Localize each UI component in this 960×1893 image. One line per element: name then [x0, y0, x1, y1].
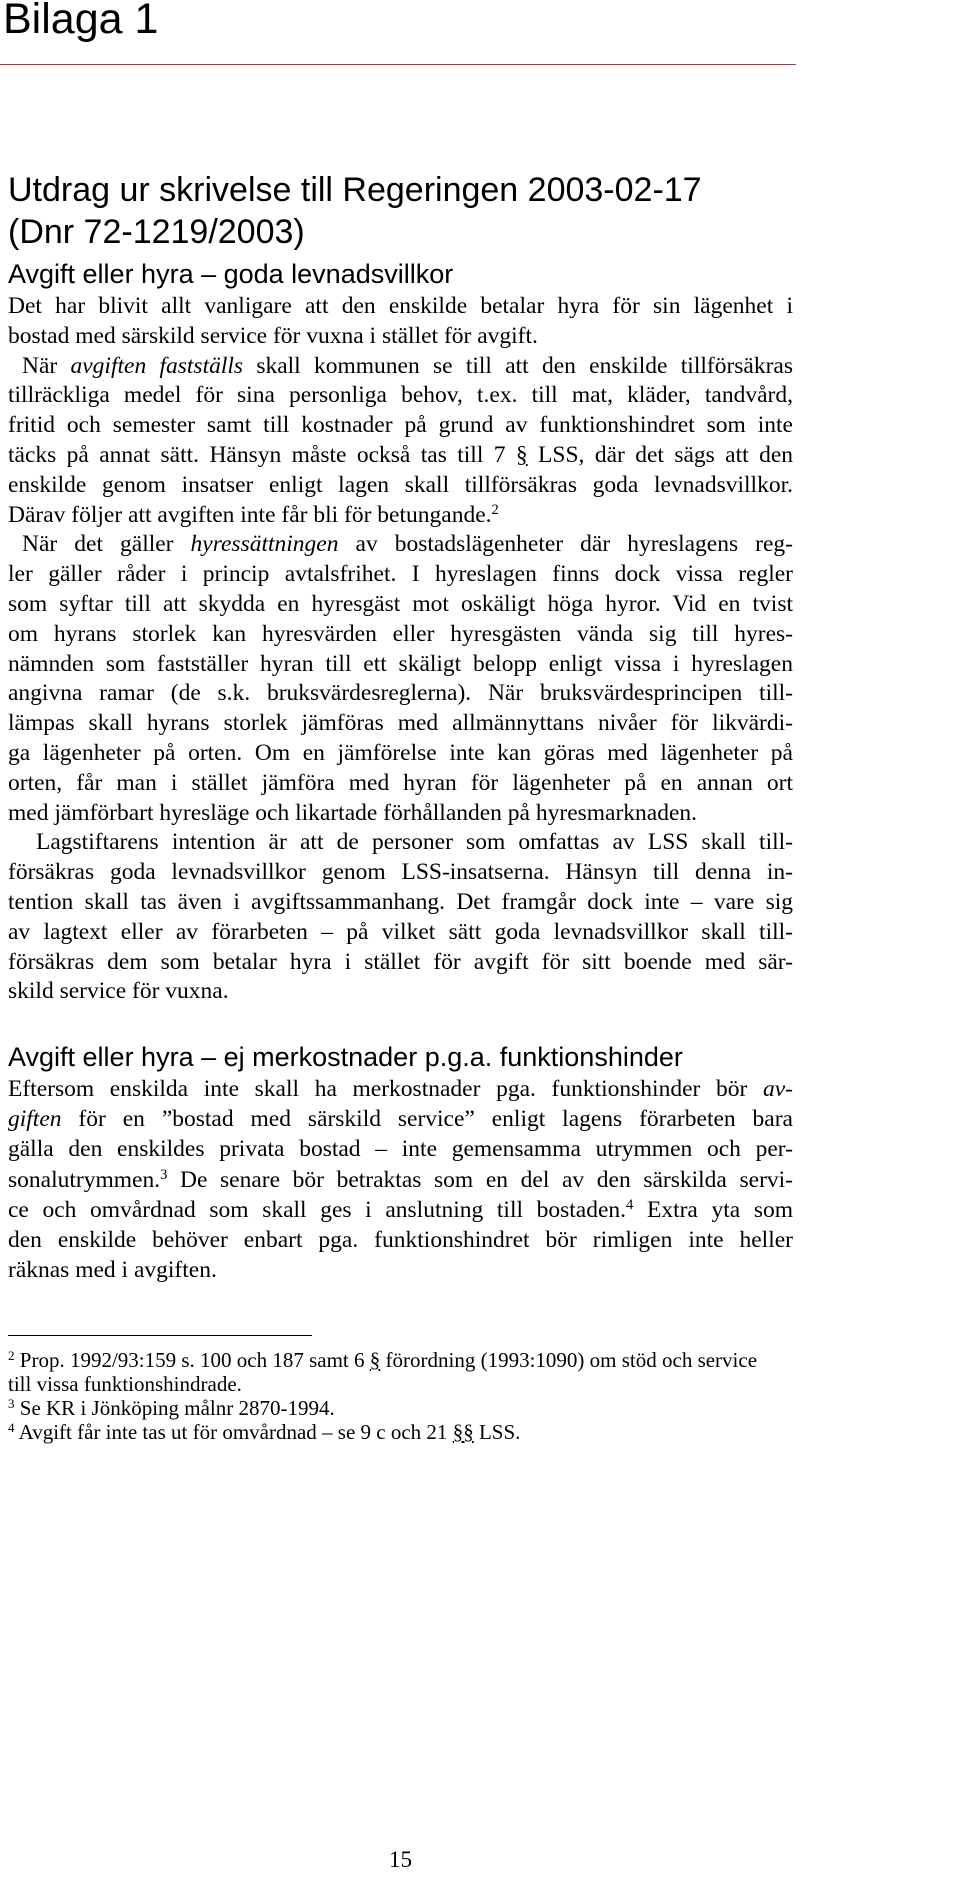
body-text-line	[8, 1104, 793, 1134]
text-span: för en ”bostad med särskild service” enligt lagens förarbeten bara	[61, 1106, 793, 1133]
section1-paragraph-3	[8, 530, 793, 828]
body-text-line	[8, 799, 793, 829]
text-span: Avgift får inte tas ut för omvårdnad – se 9 c och 21	[14, 1420, 453, 1444]
text-span: gälla den enskildes privata bostad – inte gemensamma utrymmen och per-	[8, 1136, 793, 1163]
body-text-line	[8, 858, 793, 888]
text-span: Se KR i Jönköping målnr 2870-1994.	[14, 1396, 335, 1420]
body-text-line	[8, 679, 793, 709]
footnote-marker: 3	[160, 1166, 168, 1183]
body-text-line	[8, 471, 793, 501]
text-span: förordning (1993:1090) om stöd och service	[380, 1348, 758, 1372]
body-text-line	[8, 977, 793, 1007]
text-span: enskilde genom insatser enligt lagen skall tillförsäkras goda levnadsvillkor.	[8, 471, 793, 498]
body-text-line	[8, 411, 793, 441]
footnote-line	[8, 1396, 793, 1420]
text-span: ce och omvårdnad som skall ges i anslutning till bostaden.	[8, 1196, 627, 1223]
italic-text: avgiften fastställs	[70, 352, 244, 379]
text-span: Extra yta som	[633, 1196, 793, 1223]
body-text-line	[8, 769, 793, 799]
text-span: försäkras dem som betalar hyra i stället för avgift för sitt boende med sär-	[8, 948, 793, 975]
text-span: bostad med särskild service för vuxna i stället för avgift.	[8, 322, 538, 349]
section1-paragraph-1	[8, 292, 793, 352]
text-span: tillräckliga medel för sina personliga behov, t.ex. till mat, kläder, tandvård,	[8, 382, 793, 409]
footnote-marker: 4	[626, 1196, 634, 1213]
section1-paragraph-4	[8, 828, 793, 1007]
body-text-line	[8, 1225, 793, 1255]
text-span: LSS, där det sägs att den	[527, 441, 793, 468]
text-span: fritid och semester samt till kostnader på grund av funktionshindret som inte	[8, 412, 793, 439]
body-text-line	[8, 620, 793, 650]
body-text-line	[8, 1074, 793, 1104]
body-text-line	[8, 590, 793, 620]
section2-paragraph-1	[8, 1074, 793, 1285]
text-span: Därav följer att avgiften inte får bli för betungande.	[8, 501, 492, 528]
text-span: tention skall tas även i avgiftssammanhang. Det framgår dock inte – vare sig	[8, 888, 793, 915]
body-text-line	[8, 709, 793, 739]
body-text-line	[8, 501, 793, 531]
text-span: av lagtext eller av förarbeten – på vilket sätt goda levnadsvillkor skall till-	[8, 918, 793, 945]
text-span: av bostadslägenheter där hyreslagens reg-	[338, 531, 793, 558]
main-heading-line-1: Utdrag ur skrivelse till Regeringen 2003-02-17	[8, 171, 702, 209]
text-span: Prop. 1992/93:159 s. 100 och 187 samt 6	[14, 1348, 370, 1372]
section1-subheading: Avgift eller hyra – goda levnadsvillkor	[8, 259, 454, 289]
body-text-line	[8, 530, 793, 560]
italic-text: giften	[8, 1106, 62, 1133]
body-text-line	[8, 352, 793, 382]
main-heading	[8, 169, 702, 253]
appendix-title: Bilaga 1	[3, 0, 159, 43]
body-text-line	[8, 1195, 793, 1225]
section2-subheading: Avgift eller hyra – ej merkostnader p.g.a. funktionshinder	[8, 1042, 683, 1072]
footnote-marker: 3	[8, 1395, 15, 1411]
text-span: Det har blivit allt vanligare att den enskilde betalar hyra för sin lägenhet i	[8, 293, 793, 319]
section1-body	[8, 292, 793, 1007]
text-span: försäkras goda levnadsvillkor genom LSS-insatserna. Hänsyn till denna in-	[8, 859, 793, 886]
body-text-line	[8, 948, 793, 978]
text-span: ler gäller råder i princip avtalsfrihet. I hyreslagen finns dock vissa regler	[8, 561, 793, 588]
body-text-line	[8, 888, 793, 918]
footnote-line	[8, 1348, 793, 1372]
text-span: som syftar till att skydda en hyresgäst mot oskäligt höga hyror. Vid en tvist	[8, 590, 793, 617]
body-text-line	[8, 650, 793, 680]
body-text-line	[8, 441, 793, 471]
footnote-marker: 4	[8, 1419, 15, 1435]
footnote-line	[8, 1372, 793, 1396]
section-sign-link: §	[515, 441, 528, 468]
footnote-marker: 2	[491, 501, 499, 518]
text-span: skild service för vuxna.	[8, 978, 229, 1005]
text-span: LSS.	[473, 1420, 521, 1444]
text-span: orten, får man i stället jämföra med hyran för lägenheter på en annan ort	[8, 769, 793, 796]
text-span: sonalutrymmen.	[8, 1166, 161, 1193]
body-text-line	[8, 1255, 793, 1285]
text-span: Eftersom enskilda inte skall ha merkostnader pga. funktionshinder bör	[8, 1076, 763, 1102]
text-span: om hyrans storlek kan hyresvärden eller hyresgästen vända sig till hyres-	[8, 620, 793, 647]
body-text-line	[8, 322, 793, 352]
footnotes	[8, 1348, 793, 1444]
main-heading-line-2: (Dnr 72-1219/2003)	[8, 213, 305, 251]
text-span: den enskilde behöver enbart pga. funktionshindret bör rimligen inte heller	[8, 1227, 793, 1254]
text-span: Lagstiftarens intention är att de personer som omfattas av LSS skall till-	[36, 829, 793, 856]
body-text-line	[8, 1134, 793, 1164]
body-text-line	[8, 560, 793, 590]
section-sign-link: §§	[452, 1420, 474, 1444]
body-text-line	[8, 1165, 793, 1195]
text-span: De senare bör betraktas som en del av den särskilda servi-	[167, 1166, 793, 1193]
header-rule	[0, 64, 796, 65]
body-text-line	[8, 292, 793, 322]
footnote-separator	[8, 1335, 312, 1336]
text-span: räknas med i avgiften.	[8, 1257, 217, 1284]
text-span: angivna ramar (de s.k. bruksvärdesreglerna). När bruksvärdesprincipen till-	[8, 680, 793, 707]
text-span: täcks på annat sätt. Hänsyn måste också tas till 7	[8, 441, 516, 468]
italic-text: av-	[762, 1076, 793, 1102]
text-span: skall kommunen se till att den enskilde tillförsäkras	[243, 352, 794, 379]
text-span: När det gäller	[22, 531, 191, 558]
text-span: ga lägenheter på orten. Om en jämförelse inte kan göras med lägenheter på	[8, 739, 793, 766]
section1-paragraph-2	[8, 352, 793, 531]
text-span: med jämförbart hyresläge och likartade förhållanden på hyresmarknaden.	[8, 799, 698, 826]
footnote-marker: 2	[8, 1347, 15, 1363]
text-span: lämpas skall hyrans storlek jämföras med allmännyttans nivåer för likvärdi-	[8, 710, 793, 737]
footnote-line	[8, 1420, 793, 1444]
page-number: 15	[389, 1847, 412, 1872]
text-span: nämnden som fastställer hyran till ett skäligt belopp enligt vissa i hyreslagen	[8, 650, 793, 677]
body-text-line	[8, 828, 793, 858]
section2-body	[8, 1074, 793, 1285]
text-span: till vissa funktionshindrade.	[8, 1372, 242, 1396]
italic-text: hyressättningen	[190, 531, 339, 558]
body-text-line	[8, 918, 793, 948]
text-span: När	[22, 352, 71, 379]
body-text-line	[8, 739, 793, 769]
body-text-line	[8, 381, 793, 411]
section-sign-link: §	[369, 1348, 381, 1372]
